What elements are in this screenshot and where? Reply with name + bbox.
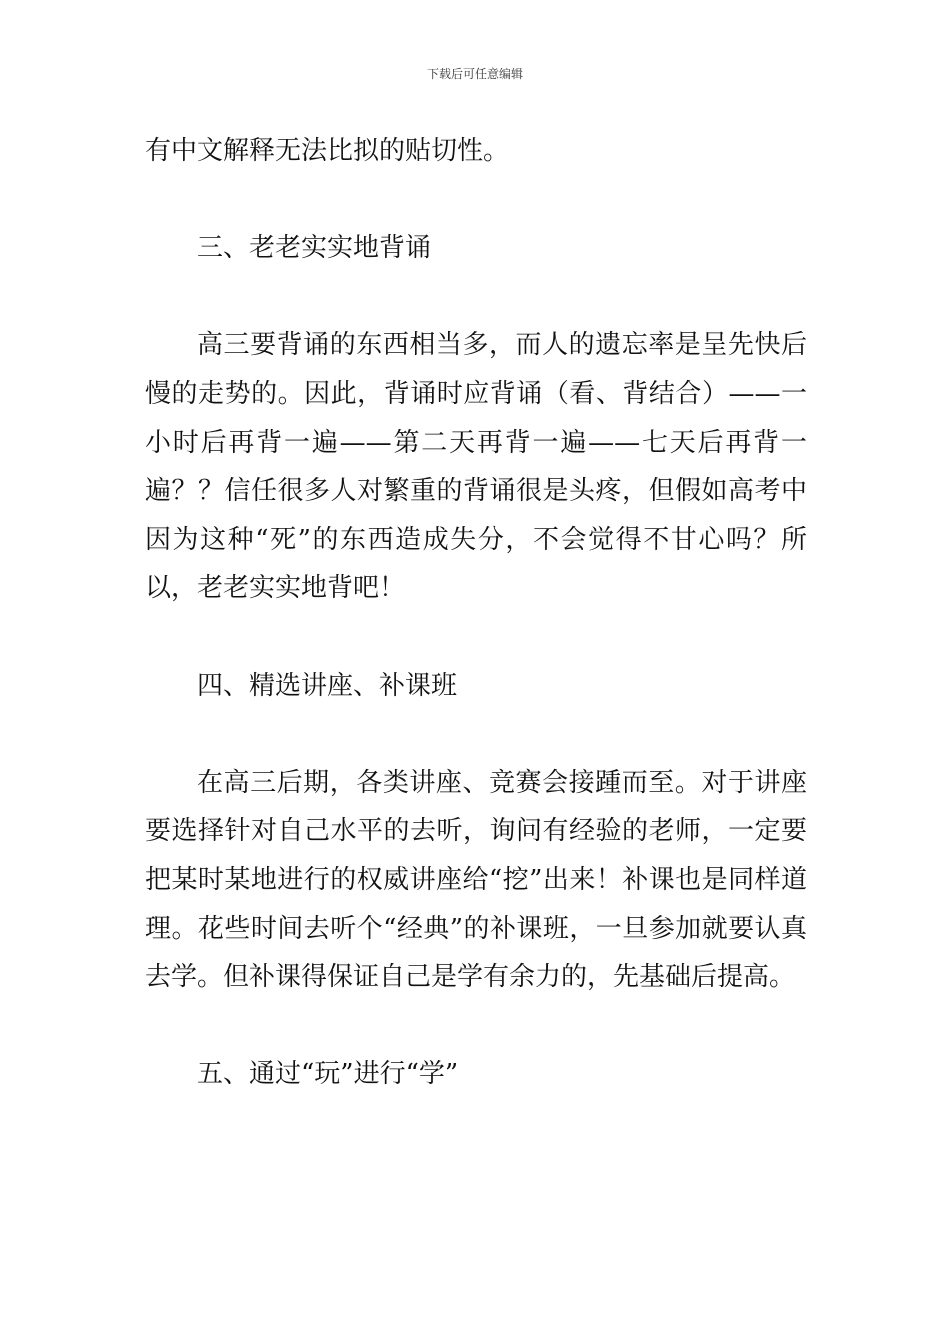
section-heading-4: 四、精选讲座、补课班 — [197, 670, 458, 701]
paragraph-memorization: 高三要背诵的东西相当多，而人的遗忘率是呈先快后慢的走势的。因此，背诵时应背诵（看、背结合）——一小时后再背一遍——第二天再背一遍——七天后再背一遍？？信任很多人对繁重的背诵很是头疼，但假如高考中因为这种“死”的东西造成失分，不会觉得不甘心吗？所以，老老实实地背吧！ — [145, 330, 807, 604]
section-heading-5: 五、通过“玩”进行“学” — [197, 1059, 459, 1090]
paragraph-lectures: 在高三后期，各类讲座、竞赛会接踵而至。对于讲座要选择针对自己水平的去听，询问有经验的老师，一定要把某时某地进行的权威讲座给“挖”出来！补课也是同样道理。花些时间去听个“经典”的补课班，一旦参加就要认真去学。但补课得保证自己是学有余力的，先基础后提高。 — [145, 767, 807, 993]
paragraph-continuation: 有中文解释无法比拟的贴切性。 — [145, 136, 510, 166]
page-header-note: 下载后可任意编辑 — [426, 67, 523, 81]
section-heading-3: 三、老老实实地背诵 — [197, 233, 432, 264]
document-body — [145, 127, 807, 1099]
